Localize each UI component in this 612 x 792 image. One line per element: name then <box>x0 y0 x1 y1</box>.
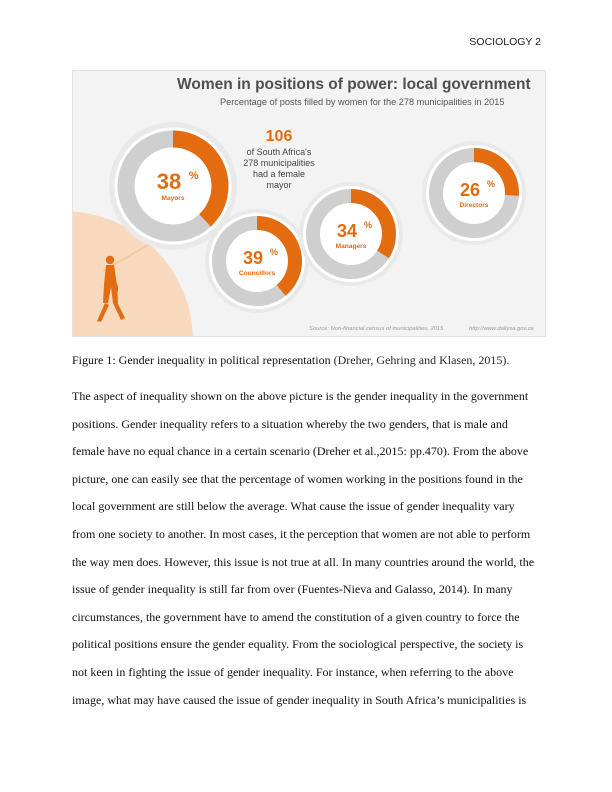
donut-value-label-managers: 34 <box>336 221 358 241</box>
highlight-line-2: 278 municipalities <box>243 158 315 168</box>
donut-value-label-mayors: 38 <box>156 169 182 194</box>
donut-percent-sign-managers: % <box>363 220 372 231</box>
donut-category-label-directors: Directors <box>459 202 489 209</box>
body-line: image, what may have caused the issue of gender inequality in South Africa’s municipalities is <box>72 692 527 707</box>
caption-label: Figure 1: Gender inequality in political representation <box>72 353 331 367</box>
donut-category-label-mayors: Mayors <box>161 195 185 202</box>
body-line: issue of gender inequality is still far from over (Fuentes-Nieva and Galasso, 2014). In many <box>72 582 513 597</box>
donut-value-label-directors: 26 <box>459 180 481 200</box>
caption-citation: (Dreher, Gehring and Klasen, 2015). <box>333 353 510 367</box>
highlight-line-1: of South Africa's <box>246 147 312 157</box>
source-url: http://www.dailysa.gov.za <box>469 326 534 332</box>
body-line: female have no equal chance in a certain scenario (Dreher et al.,2015: pp.470). From the above <box>72 444 529 459</box>
body-line: local government are still below the average. What cause the issue of gender inequality vary <box>72 499 515 514</box>
highlight-number: 106 <box>265 128 293 145</box>
body-line: from one society to another. In most cases, it the perception that women are not able to perform <box>72 526 531 541</box>
body-line: picture, one can easily see that the percentage of women working in the positions found in the <box>72 471 523 486</box>
body-line: not keen in fighting the issue of gender inequality. For instance, when referring to the above <box>72 664 514 679</box>
infographic-subtitle: Percentage of posts filled by women for the 278 municipalities in 2015 <box>220 97 505 107</box>
infographic-figure <box>72 70 546 337</box>
infographic-svg <box>73 71 545 336</box>
donut-category-label-councillors: Councillors <box>238 270 276 277</box>
body-line: The aspect of inequality shown on the above picture is the gender inequality in the government <box>72 389 529 403</box>
running-head: SOCIOLOGY 2 <box>469 36 541 48</box>
body-line: the way men does. However, this issue is not true at all. In many countries around the world, the <box>72 554 535 569</box>
donut-percent-sign-directors: % <box>486 179 495 190</box>
body-line: circumstances, the government have to amend the constitution of a given country to force the <box>72 609 520 624</box>
highlight-line-4: mayor <box>266 180 292 190</box>
infographic-title: Women in positions of power: local government <box>177 76 531 93</box>
donut-value-label-councillors: 39 <box>242 248 264 268</box>
body-line: positions. Gender inequality refers to a situation whereby the two genders, that is male and <box>72 416 508 431</box>
donut-category-label-managers: Managers <box>335 243 367 250</box>
figure-caption <box>72 353 542 368</box>
donut-percent-sign-councillors: % <box>269 247 278 258</box>
highlight-line-3: had a female <box>252 169 306 179</box>
body-line: political positions ensure the gender equality. From the sociological perspective, the society is <box>72 637 524 652</box>
source-note: Source: Non-financial census of municipalities, 2015 <box>309 326 444 332</box>
body-paragraph <box>72 388 542 719</box>
donut-percent-sign-mayors: % <box>188 169 199 182</box>
